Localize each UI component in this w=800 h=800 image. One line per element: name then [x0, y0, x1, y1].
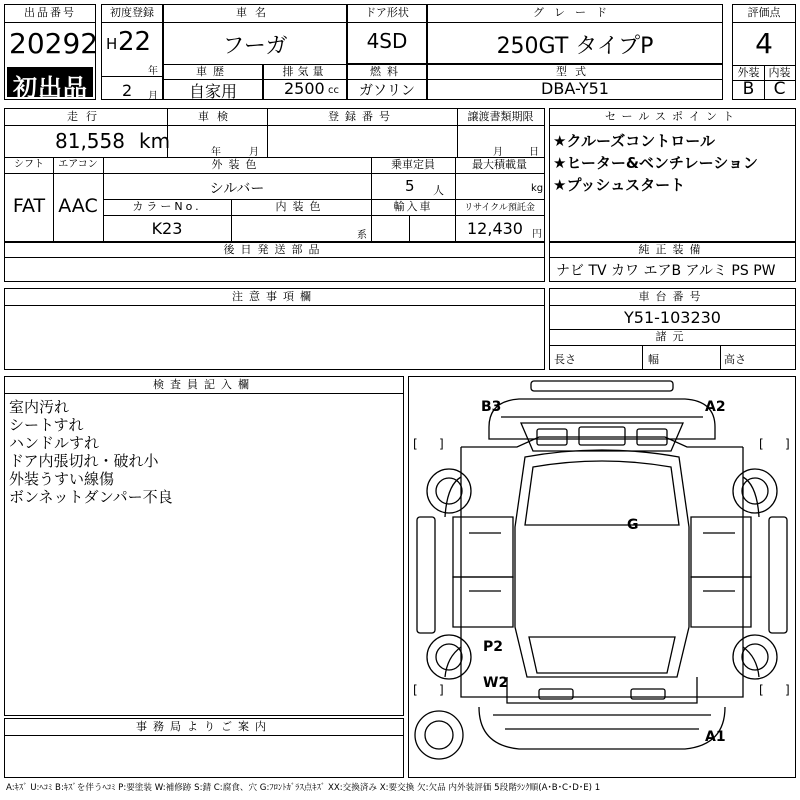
- chassis-value: Y51-103230: [624, 308, 721, 327]
- color-no-label: カラーNo.: [132, 200, 202, 213]
- capacity-unit: 人: [433, 184, 444, 197]
- bracket-4: ]: [785, 437, 790, 451]
- inspector-line-2: シートすれ: [9, 416, 84, 434]
- inspector-line-3: ハンドルすれ: [9, 434, 100, 452]
- equipment-box: [549, 242, 796, 282]
- displacement-label: 排気量: [282, 65, 328, 78]
- fuel-box: [347, 64, 427, 100]
- era: H: [106, 35, 118, 53]
- later-parts-label: 後日発送部品: [223, 243, 326, 256]
- shift-label: シフト: [14, 159, 44, 170]
- load-label: 最大積載量: [472, 158, 527, 171]
- sales-point-3: ★プッシュスタート: [553, 176, 686, 194]
- damage-mark-b3: B3: [481, 399, 502, 415]
- transfer-day-unit: 日: [529, 147, 539, 158]
- bracket-8: ]: [785, 683, 790, 697]
- transfer-label: 譲渡書類期限: [467, 110, 534, 123]
- model-box: [427, 64, 723, 100]
- history-value: 自家用: [188, 82, 237, 101]
- inspection-label: 車検: [198, 110, 236, 123]
- chassis-label: 車台番号: [638, 290, 707, 303]
- car-name-label: 車名: [236, 6, 274, 19]
- bracket-1: [: [413, 437, 418, 451]
- exterior-label: 外装: [737, 66, 760, 79]
- inspector-line-5: 外装うすい線傷: [9, 470, 115, 488]
- chassis-box: [549, 288, 796, 370]
- equipment-label: 純正装備: [638, 243, 707, 256]
- ext-color-label: 外装色: [211, 158, 263, 171]
- damage-mark-w2: W2: [483, 675, 509, 691]
- capacity-value: 5: [405, 177, 415, 195]
- damage-mark-a1: A1: [705, 729, 726, 745]
- month-unit: 月: [148, 91, 158, 102]
- inspector-label: 検査員記入欄: [153, 378, 255, 391]
- interior-score: C: [773, 79, 786, 99]
- int-color-label: 内装色: [275, 200, 327, 213]
- sales-points-label: セールスポイント: [604, 110, 740, 123]
- sales-points-box: [549, 108, 796, 242]
- mileage-label: 走行: [67, 110, 105, 123]
- inspector-line-4: ドア内張切れ・破れ小: [9, 452, 159, 470]
- ext-color-value: シルバー: [209, 181, 265, 197]
- color-no-value: K23: [151, 219, 183, 238]
- equipment-value: ナビ TV カワ エアB アルミ PS PW: [556, 263, 776, 279]
- damage-mark-p2: P2: [483, 639, 504, 655]
- model-value: DBA-Y51: [541, 79, 609, 98]
- mileage-unit: km: [139, 129, 171, 153]
- int-color-unit: 系: [357, 230, 367, 241]
- load-unit: kg: [531, 183, 544, 194]
- fuel-value: ガソリン: [359, 83, 415, 99]
- car-name: フーガ: [222, 34, 288, 59]
- notes-label: 注意事項欄: [232, 290, 317, 303]
- length-label: 長さ: [554, 353, 576, 366]
- width-label: 幅: [648, 353, 659, 366]
- exterior-score: B: [742, 79, 755, 99]
- insp-month-unit: 月: [249, 147, 259, 158]
- inspector-box: [4, 376, 404, 716]
- transfer-month-unit: 月: [493, 147, 503, 158]
- reg-no-label: 登録番号: [328, 110, 396, 123]
- grade-label: グレード: [533, 6, 617, 19]
- interior-label: 内装: [768, 66, 791, 79]
- bracket-3: [: [759, 437, 764, 451]
- history-label: 車歴: [196, 65, 230, 78]
- model-label: 型式: [556, 65, 594, 78]
- import-label: 輸入車: [393, 200, 433, 213]
- notes-box: [4, 288, 545, 370]
- insp-year-unit: 年: [211, 147, 221, 158]
- ac-value: AAC: [58, 195, 98, 217]
- recycle-unit: 円: [532, 229, 542, 240]
- inspector-line-1: 室内汚れ: [9, 398, 70, 416]
- grade-box: [427, 4, 723, 64]
- legend-text: A:ｷｽﾞ U:ﾍｺﾐ B:ｷｽﾞを伴うﾍｺﾐ P:要塗装 W:補修跡 S:錆 C:腐食、穴 G:ﾌﾛﾝﾄｶﾞﾗｽ点ｷｽﾞ XX:交換済み X:要交換 欠:欠品 内外装評価 5段階ﾗﾝｸ順(A･B･C･D･E) 1: [6, 783, 601, 793]
- displacement-value: 2500: [284, 79, 325, 98]
- bracket-5: [: [413, 683, 418, 697]
- lot-label: 出品番号: [24, 6, 76, 19]
- bracket-6: ]: [439, 683, 444, 697]
- bracket-2: ]: [439, 437, 444, 451]
- displacement-box: [263, 64, 347, 100]
- sales-point-2: ★ヒーター&ベンチレーション: [553, 154, 759, 172]
- dims-label: 諸元: [655, 330, 690, 343]
- inspector-line-6: ボンネットダンパー不良: [9, 488, 173, 506]
- recycle-label: リサイクル預託金: [464, 203, 535, 213]
- door-label: ドア形状: [365, 6, 409, 19]
- damage-mark-a2: A2: [705, 399, 726, 415]
- first-registration-box: [101, 4, 163, 100]
- bracket-7: [: [759, 683, 764, 697]
- year-num: 22: [118, 27, 152, 57]
- door-value: 4SD: [366, 29, 408, 53]
- office-box: [4, 718, 404, 778]
- sales-point-1: ★クルーズコントロール: [553, 132, 715, 150]
- first-listing-text: 初出品: [13, 74, 88, 102]
- lot-number: 20292: [9, 27, 99, 60]
- damage-mark-g: G: [627, 517, 639, 533]
- shift-value: FAT: [12, 195, 46, 217]
- year-unit: 年: [148, 66, 158, 77]
- height-label: 高さ: [724, 353, 746, 366]
- vehicle-info-grid: [4, 108, 545, 242]
- score-value: 4: [755, 27, 773, 60]
- lot-number-box: [4, 4, 99, 102]
- capacity-label: 乗車定員: [391, 158, 435, 171]
- score-label: 評価点: [747, 6, 781, 19]
- first-reg-label: 初度登録: [110, 6, 154, 19]
- grade-value: 250GT タイプP: [496, 34, 654, 59]
- month-num: 2: [122, 81, 133, 100]
- mileage-value: 81,558: [55, 129, 125, 153]
- car-diagram: [409, 377, 795, 777]
- recycle-value: 12,430: [467, 219, 523, 238]
- door-box: [347, 4, 427, 64]
- ac-label: エアコン: [58, 159, 98, 170]
- later-parts-box: [4, 242, 545, 282]
- car-diagram-box: [408, 376, 796, 778]
- fuel-label: 燃料: [370, 65, 404, 78]
- score-box: [732, 4, 796, 100]
- displacement-unit: cc: [328, 85, 339, 96]
- history-box: [163, 64, 263, 100]
- office-label: 事務局よりご案内: [136, 720, 272, 733]
